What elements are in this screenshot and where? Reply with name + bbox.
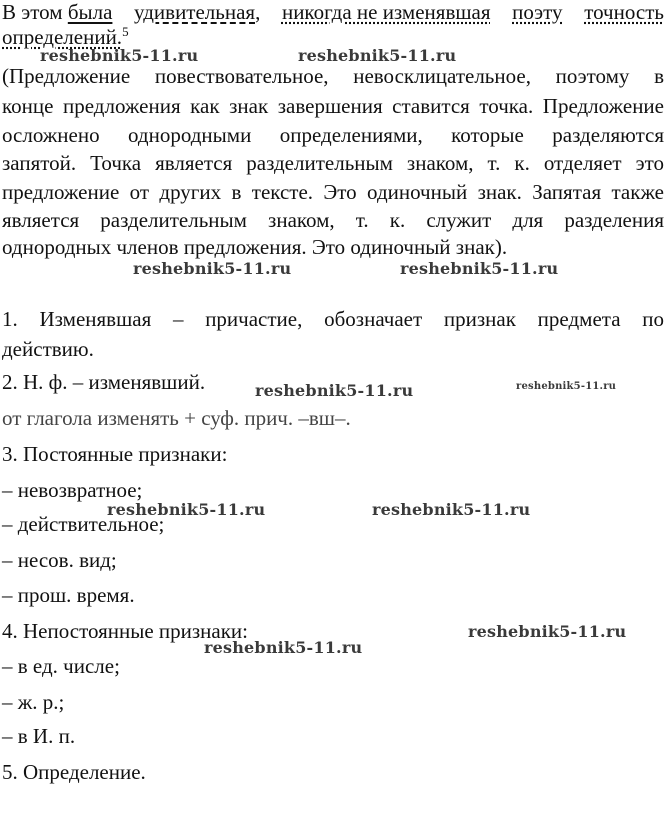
word-v-etom: В этом [2,0,68,24]
constant-feature-1: – невозвратное; [2,478,143,502]
constant-feature-4: – прош. время. [2,583,135,607]
morph-item-2-from: от глагола изменять + суф. прич. –вш–. [2,406,351,430]
variable-feature-2: – ж. р.; [2,690,65,714]
variable-feature-1: – в ед. числе; [2,654,120,678]
word-udivitelnaya: удивительная [134,0,256,24]
word-nikogda-ne-izmenyavshaya: никогда не изменявшая [281,0,491,24]
watermark: reshebnik5-11.ru [516,381,617,392]
word-byla: была [67,0,113,24]
analysis-line-5: предложение от других в тексте. Это одиночный знак. Запятая также [2,180,664,204]
word-opredeleniy: определений. [2,25,123,49]
morph-item-3: 3. Постоянные признаки: [2,442,228,466]
watermark: reshebnik5-11.ru [400,259,559,278]
watermark: reshebnik5-11.ru [204,638,363,657]
word-tochnost: точность [584,0,664,24]
variable-feature-3: – в И. п. [2,724,76,748]
analysis-line-7: однородных членов предложения. Это одиночный знак). [2,235,508,259]
watermark: reshebnik5-11.ru [133,259,292,278]
watermark: reshebnik5-11.ru [255,381,414,400]
analysis-line-3: осложнено однородными определениями, которые разделяются [2,123,664,147]
watermark: reshebnik5-11.ru [468,622,627,641]
analysis-line-4: запятой. Точка является разделительным знаком, т. к. отделяет это [2,151,664,175]
word-poetu: поэту [512,0,563,24]
watermark: reshebnik5-11.ru [40,46,199,65]
watermark: reshebnik5-11.ru [298,46,457,65]
constant-feature-2: – действительное; [2,512,165,536]
morph-item-1-line-2: действию. [2,337,94,361]
analysis-line-6: является разделительным знаком, т. к. служит для разделения [2,208,664,232]
analysis-line-2: конце предложения как знак завершения ставится точка. Предложение [2,94,664,118]
analysis-line-1: (Предложение повествовательное, невосклицательное, поэтому в [2,64,664,88]
sentence-line-1 [2,0,664,25]
footnote-mark: 5 [122,24,129,39]
watermark: reshebnik5-11.ru [107,500,266,519]
morph-item-1-line-1: 1. Изменявшая – причастие, обозначает признак предмета по [2,307,664,331]
comma-1: , [255,0,261,24]
watermark: reshebnik5-11.ru [372,500,531,519]
constant-feature-3: – несов. вид; [2,548,117,572]
morph-item-4: 4. Непостоянные признаки: [2,619,248,643]
morph-item-2: 2. Н. ф. – изменявший. [2,370,206,394]
morph-item-5: 5. Определение. [2,760,146,784]
